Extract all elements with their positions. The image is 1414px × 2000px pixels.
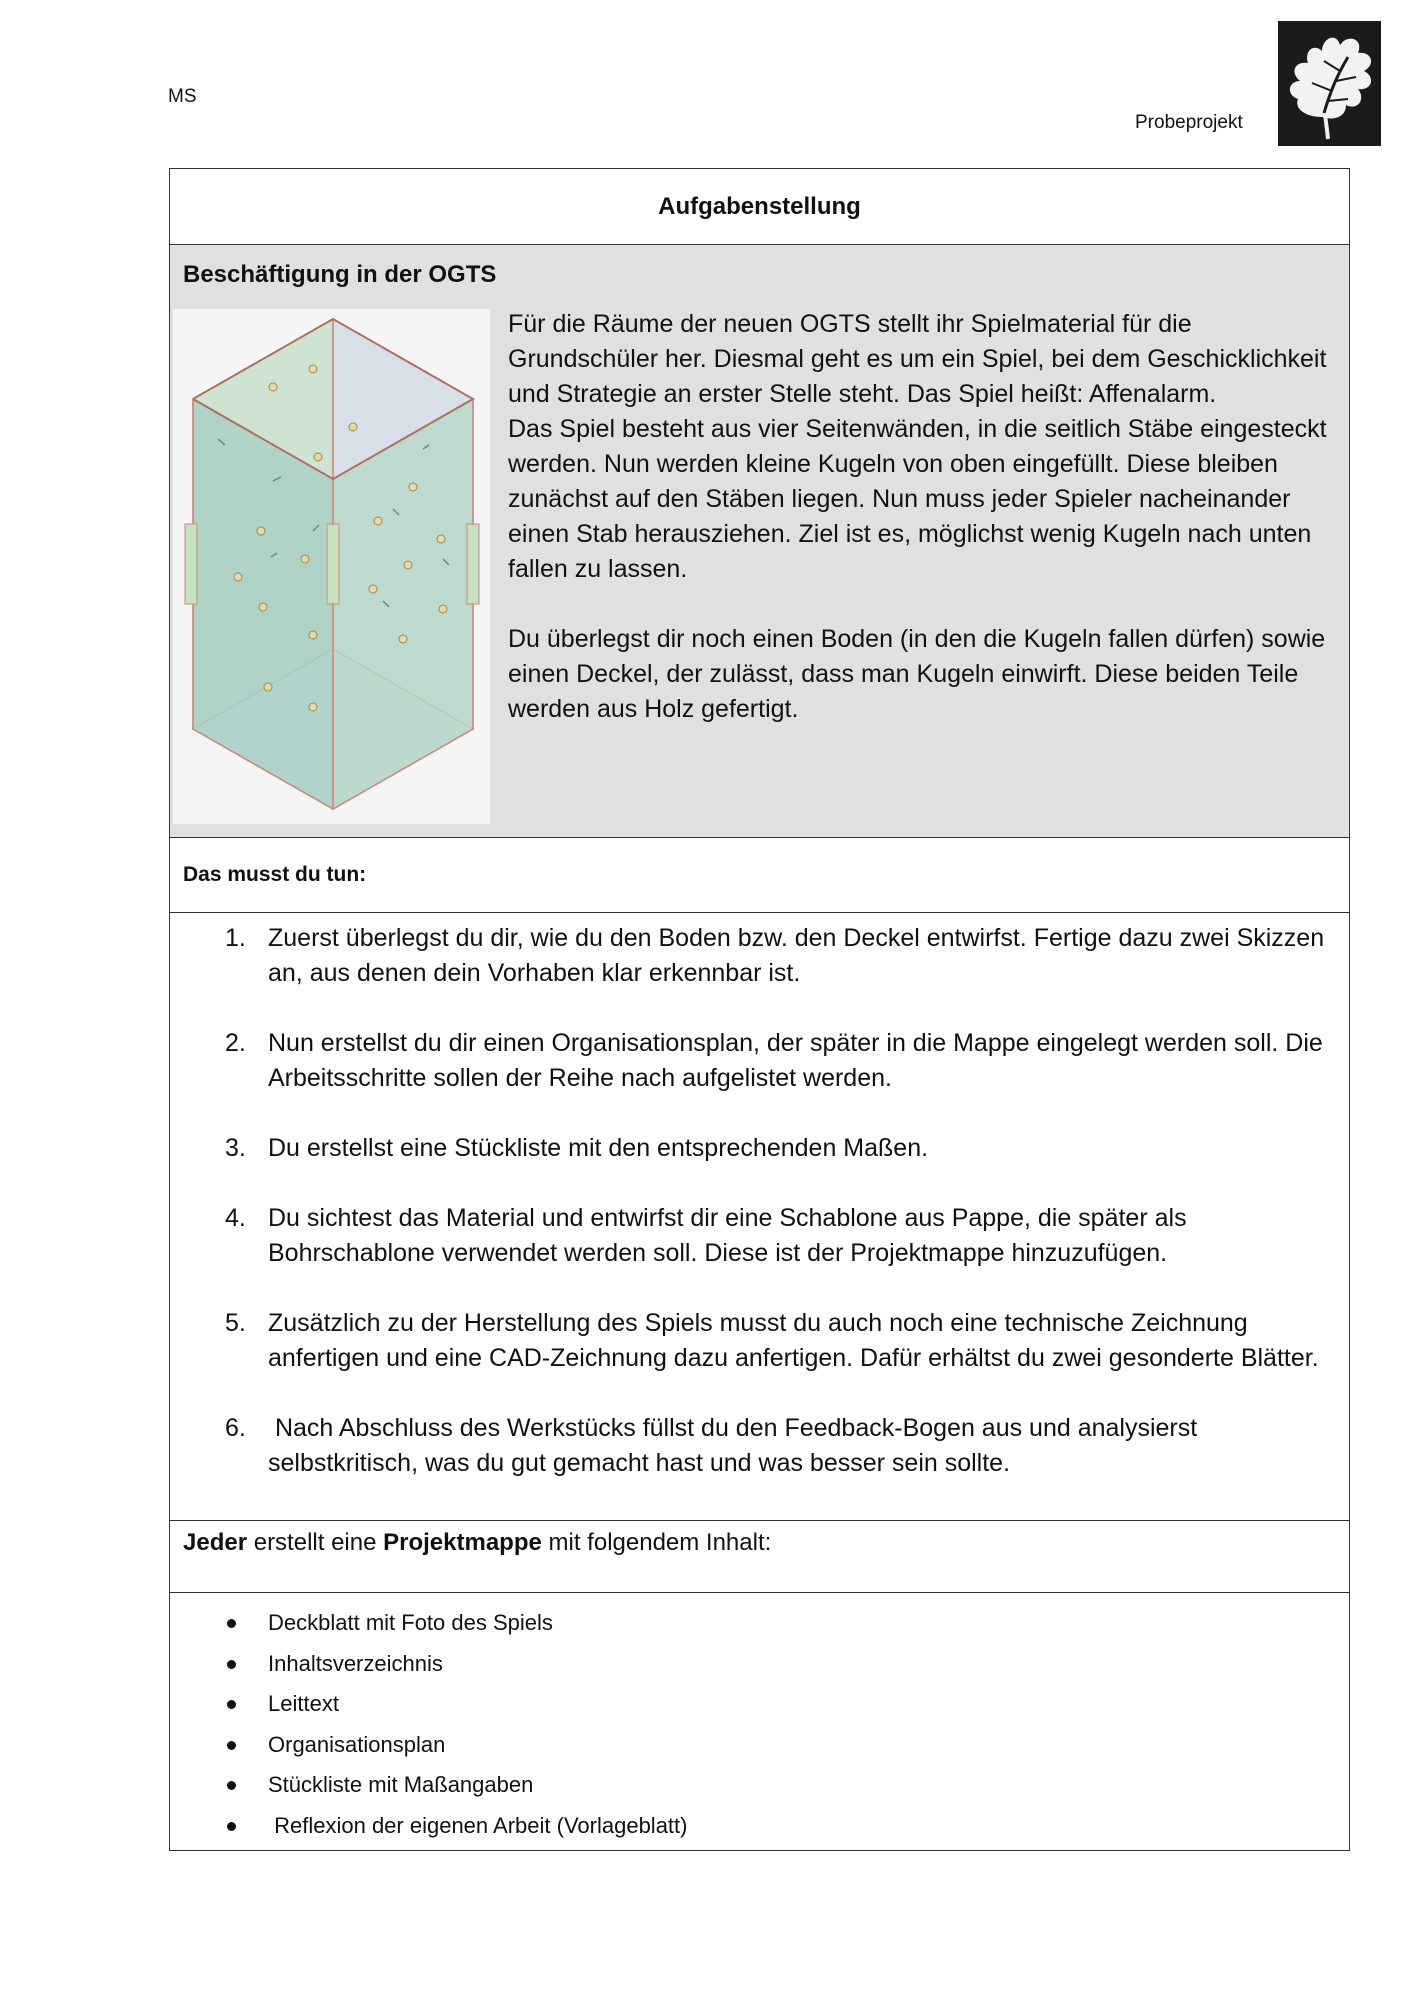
portfolio-section	[170, 1593, 1349, 1850]
bullet-icon	[227, 1700, 236, 1709]
step-number: 3.	[225, 1134, 246, 1162]
portfolio-list	[170, 1603, 687, 1846]
step-text: Zuerst überlegst du dir, wie du den Boden bzw. den Deckel entwirfst. Fertige dazu zwei Skizzen an, aus denen dein Vorhaben klar erkennbar ist.	[268, 924, 1325, 987]
intro-text	[508, 307, 1338, 727]
portfolio-item: Organisationsplan	[268, 1731, 446, 1757]
oak-leaf-logo-icon	[1278, 21, 1381, 146]
intro-paragraph: Das Spiel besteht aus vier Seitenwänden, in die seitlich Stäbe eingesteckt werden. Nun werden kleine Kugeln von oben eingefüllt. Diese bleiben zunächst auf den Stäben liegen. Nun muss jeder Spieler nacheinander einen Stab herausziehen. Ziel ist es, möglichst wenig Kugeln nach unten fallen zu lassen.	[508, 415, 1327, 583]
bullet-icon	[227, 1660, 236, 1669]
portfolio-heading-text: mit folgendem Inhalt:	[541, 1529, 772, 1556]
bullet-icon	[227, 1619, 236, 1628]
step-number: 2.	[225, 1029, 246, 1057]
list-item	[170, 1201, 1349, 1271]
portfolio-item: Leittext	[268, 1691, 339, 1716]
step-text: Nach Abschluss des Werkstücks füllst du den Feedback-Bogen aus und analysierst selbstkritisch, was du gut gemacht hast und was besser sein sollte.	[268, 1414, 1205, 1477]
portfolio-heading-bold: Projektmappe	[383, 1529, 542, 1556]
bullet-icon	[227, 1741, 236, 1750]
list-item	[170, 1765, 687, 1806]
bullet-icon	[227, 1781, 236, 1790]
intro-paragraph: Für die Räume der neuen OGTS stellt ihr Spielmaterial für die Grundschüler her. Diesmal geht es um ein Spiel, bei dem Geschicklichkeit und Strategie an erster Stelle steht. Das Spiel heißt: Affenalarm.	[508, 310, 1327, 408]
step-text: Nun erstellst du dir einen Organisationsplan, der später in die Mappe eingelegt werden soll. Die Arbeitsschritte sollen der Reihe nach aufgelistet werden.	[268, 1029, 1323, 1092]
list-item	[170, 1644, 687, 1685]
step-number: 4.	[225, 1204, 246, 1232]
step-number: 5.	[225, 1309, 246, 1337]
portfolio-item: Reflexion der eigenen Arbeit (Vorlageblatt)	[268, 1812, 688, 1838]
header-initials: MS	[168, 86, 197, 107]
portfolio-item: Inhaltsverzeichnis	[268, 1650, 443, 1676]
step-number: 1.	[225, 924, 246, 952]
portfolio-item: Stückliste mit Maßangaben	[268, 1772, 534, 1797]
list-item	[170, 1026, 1349, 1096]
steps-section	[170, 913, 1349, 1521]
intro-heading: Beschäftigung in der OGTS	[183, 261, 497, 288]
step-text: Du erstellst eine Stückliste mit den entsprechenden Maßen.	[268, 1134, 929, 1162]
steps-list	[170, 921, 1349, 1481]
game-box-illustration	[173, 309, 490, 824]
portfolio-heading	[170, 1521, 1349, 1593]
list-item	[170, 1806, 687, 1847]
step-text: Zusätzlich zu der Herstellung des Spiels musst du auch noch eine technische Zeichnung anfertigen und eine CAD-Zeichnung dazu anfertigen. Dafür erhältst du zwei gesonderte Blätter.	[268, 1309, 1319, 1372]
list-item	[170, 1684, 687, 1725]
portfolio-heading-bold: Jeder	[183, 1529, 248, 1556]
list-item	[170, 1725, 687, 1766]
list-item	[170, 1603, 687, 1644]
todo-heading: Das musst du tun:	[170, 838, 1349, 913]
task-sheet	[169, 168, 1350, 1851]
intro-section	[170, 245, 1349, 838]
bullet-icon	[227, 1822, 236, 1831]
step-number: 6.	[225, 1414, 246, 1442]
list-item	[170, 1131, 1349, 1166]
portfolio-item: Deckblatt mit Foto des Spiels	[268, 1610, 553, 1635]
sheet-title: Aufgabenstellung	[170, 169, 1349, 245]
list-item	[170, 921, 1349, 991]
header-project-label: Probeprojekt	[1135, 112, 1243, 133]
list-item	[170, 1306, 1349, 1376]
step-text: Du sichtest das Material und entwirfst dir eine Schablone aus Pappe, die später als Bohrschablone verwendet werden soll. Diese ist der Projektmappe hinzuzufügen.	[268, 1204, 1187, 1267]
intro-paragraph: Du überlegst dir noch einen Boden (in den die Kugeln fallen dürfen) sowie einen Deckel, der zulässt, dass man Kugeln einwirft. Diese beiden Teile werden aus Holz gefertigt.	[508, 625, 1326, 723]
list-item	[170, 1411, 1349, 1481]
portfolio-heading-text: erstellt eine	[247, 1529, 384, 1556]
